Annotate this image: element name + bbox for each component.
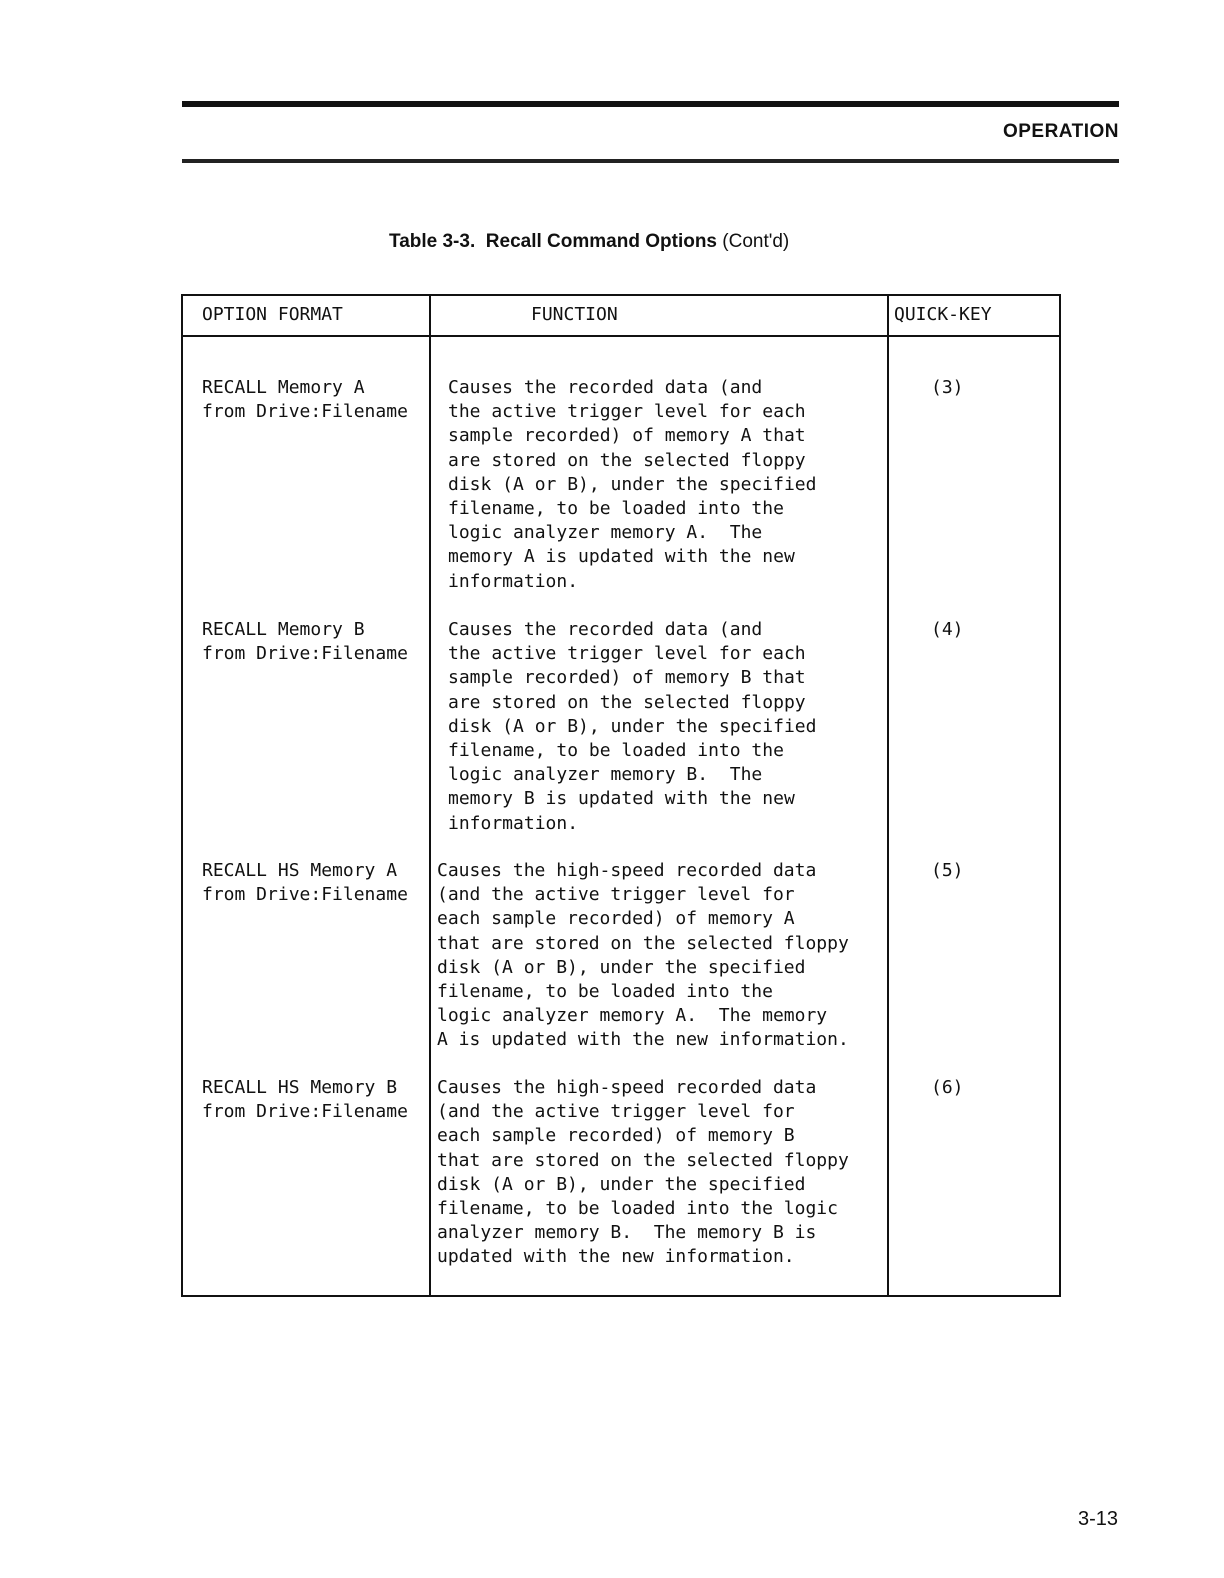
recall-options-table xyxy=(181,294,1061,1297)
table-row-quick-key: (5) xyxy=(931,860,964,881)
column-divider xyxy=(887,296,889,1295)
table-row-option-format: RECALL Memory A from Drive:Filename xyxy=(202,377,408,423)
header-rule-top xyxy=(182,101,1119,107)
table-row-quick-key: (4) xyxy=(931,619,964,640)
column-header-quick-key: QUICK-KEY xyxy=(894,304,992,325)
table-row-option-format: RECALL HS Memory A from Drive:Filename xyxy=(202,860,408,906)
column-header-option-format: OPTION FORMAT xyxy=(202,304,343,325)
table-row-quick-key: (3) xyxy=(931,377,964,398)
table-row-function: Causes the recorded data (and the active trigger level for each sample recorded) of memory A that are stored on the selected floppy disk (A or B), under the specified filename, to be loaded into the logic analyzer memory A. The memory A is updated with the new information. xyxy=(448,377,817,592)
table-row-option-format: RECALL Memory B from Drive:Filename xyxy=(202,619,408,665)
section-header: OPERATION xyxy=(1002,121,1119,142)
caption-title: Recall Command Options xyxy=(485,231,717,252)
table-row-function: Causes the high-speed recorded data (and the active trigger level for each sample recorded) of memory B that are stored on the selected floppy disk (A or B), under the specified filename, to be loaded into the logic analyzer memory B. The memory B is updated with the new information. xyxy=(437,1077,849,1268)
table-row-function: Causes the high-speed recorded data (and the active trigger level for each sample recorded) of memory A that are stored on the selected floppy disk (A or B), under the specified filename, to be loaded into the logic analyzer memory A. The memory A is updated with the new information. xyxy=(437,860,849,1051)
column-divider xyxy=(429,296,431,1295)
table-row-quick-key: (6) xyxy=(931,1077,964,1098)
header-rule-bottom xyxy=(182,159,1119,163)
table-row-function: Causes the recorded data (and the active trigger level for each sample recorded) of memory B that are stored on the selected floppy disk (A or B), under the specified filename, to be loaded into the logic analyzer memory B. The memory B is updated with the new information. xyxy=(448,619,817,834)
header-divider xyxy=(183,335,1059,337)
column-header-function: FUNCTION xyxy=(531,304,618,325)
table-row-option-format: RECALL HS Memory B from Drive:Filename xyxy=(202,1077,408,1123)
table-caption xyxy=(389,231,789,253)
caption-label: Table 3-3. xyxy=(389,231,476,252)
page-number: 3-13 xyxy=(1077,1508,1118,1530)
caption-suffix: (Cont'd) xyxy=(722,231,790,252)
